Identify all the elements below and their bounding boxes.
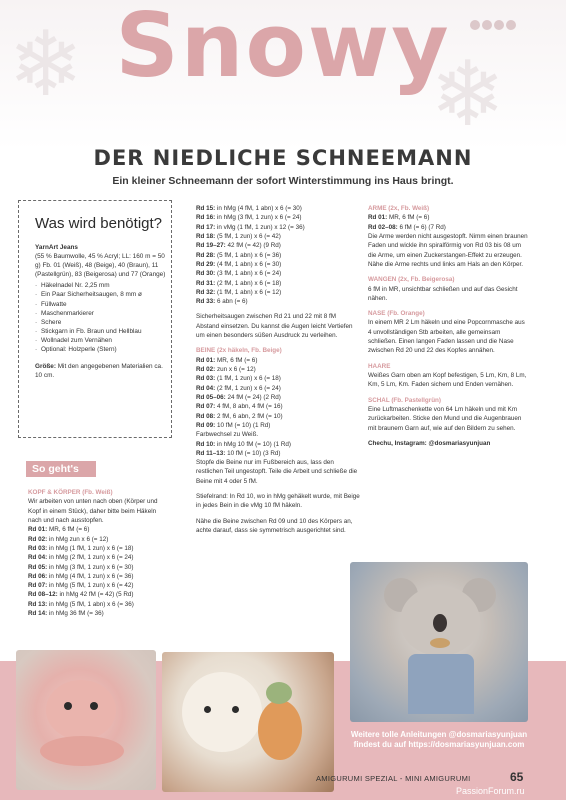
row-text: (5 fM, 1 zun) x 6 (= 42): [215, 232, 281, 240]
row-label: Rd 30:: [196, 270, 216, 278]
instructions-column-2: [196, 204, 360, 535]
row-label: Rd 28:: [196, 251, 216, 259]
row-label: Rd 03:: [196, 375, 216, 383]
row-label: Rd 15:: [196, 205, 216, 212]
row-label: Rd 02:: [28, 535, 48, 543]
list-item: · Schere: [35, 318, 167, 327]
row-label: Rd 16:: [196, 214, 216, 222]
paragraph: 6 fM in MR, unsichtbar schließen und auf das Gesicht nähen.: [368, 285, 518, 302]
row-label: Rd 08–12:: [28, 591, 58, 599]
row-text: 42 fM (= 42) (9 Rd): [225, 242, 281, 250]
section-heading: WANGEN (2x, Fb. Beigerosa): [368, 276, 455, 284]
row-label: Rd 03:: [28, 544, 48, 552]
section-heading: NASE (Fb. Orange): [368, 310, 425, 318]
row-item: [28, 525, 164, 534]
size-label: Größe:: [35, 363, 56, 371]
row-text: 4 fM, 8 abn, 4 fM (= 16): [215, 403, 283, 411]
row-item: [196, 260, 360, 269]
row-item: [196, 449, 360, 458]
row-item: [196, 269, 360, 278]
row-label: Rd 33:: [196, 298, 216, 306]
paragraph: Farbwechsel zu Weiß.: [196, 431, 259, 439]
row-item: [196, 384, 360, 393]
row-text: in vMg (1 fM, 1 zun) x 12 (= 36): [215, 223, 305, 231]
row-item: [196, 204, 360, 213]
row-item: [196, 232, 360, 241]
materials-box: [18, 200, 172, 438]
row-item: [368, 213, 530, 222]
row-label: Rd 01:: [196, 356, 216, 364]
row-label: Rd 14:: [28, 610, 48, 618]
row-text: in hMg 42 fM (= 42) (5 Rd): [57, 591, 134, 599]
row-item: [28, 581, 164, 590]
row-list: [368, 213, 530, 232]
row-item: [28, 590, 164, 599]
lead-text: Ein kleiner Schneemann der sofort Winterstimmung ins Haus bringt.: [112, 175, 454, 187]
paragraph: Die Arme werden nicht ausgestopft. Nimm einen braunen Faden und wickle ihn spiralförmig von Rd 03 bis 08 um die Arme, um einen Zuckerstangen-Effekt zu erzeugen. Nähe die Arme rechts und links am Hals an den Körper.: [368, 232, 528, 268]
row-label: Rd 05:: [28, 563, 48, 571]
row-item: [196, 297, 360, 306]
row-text: in hMg 36 fM (= 36): [47, 610, 104, 618]
paragraph: Weißes Garn oben am Kopf befestigen, 5 Lm, Km, 8 Lm, Km, 5 Lm, Km. Faden sichern und Enden vernähen.: [368, 372, 527, 389]
so-gehts-label: So geht's: [26, 461, 96, 477]
row-text: in hMg (3 fM, 1 zun) x 6 (= 30): [47, 563, 134, 571]
list-item: · Stickgarn in Fb. Braun und Hellblau: [35, 327, 167, 336]
paragraph: In einem MR 2 Lm häkeln und eine Popcornmasche aus 4 unvollständigen Stb arbeiten, alle gemeinsam schließen. Einen langen Faden lassen und die Nase zwischen Rd 20 und 22 des Kopfes annähen.: [368, 319, 525, 355]
row-text: in hMg zun x 6 (= 12): [47, 535, 109, 543]
row-label: Rd 09:: [196, 421, 216, 429]
row-label: Rd 31:: [196, 279, 216, 287]
row-item: [196, 421, 360, 430]
row-text: MR, 6 fM (= 6): [387, 214, 430, 222]
row-text: (3 fM, 1 abn) x 6 (= 24): [215, 270, 282, 278]
page-subtitle: DER NIEDLICHE SCHNEEMANN: [93, 146, 473, 170]
row-text: 6 abn (= 6): [215, 298, 248, 306]
list-item: · Häkelnadel Nr. 2,25 mm: [35, 281, 167, 290]
page-number: 65: [510, 770, 524, 784]
row-text: in hMg 10 fM (= 10) (1 Rd): [215, 440, 292, 448]
row-text: 24 fM (= 24) (2 Rd): [225, 393, 281, 401]
row-label: Rd 01:: [368, 214, 388, 222]
row-text: (1 fM, 1 zun) x 6 (= 18): [215, 375, 281, 383]
list-item: · Optional: Holzperle (Stern): [35, 345, 167, 354]
row-text: in hMg (1 fM, 1 zun) x 6 (= 18): [47, 544, 134, 552]
row-item: [28, 609, 164, 618]
row-label: Rd 02–08:: [368, 223, 398, 231]
row-label: Rd 07:: [196, 403, 216, 411]
row-text: MR, 6 fM (= 6): [47, 526, 90, 534]
footer-text: AMIGURUMI SPEZIAL - MINI AMIGURUMI: [316, 774, 471, 783]
credit-text: Weitere tolle Anleitungen @dosmariasyunjuan findest du auf https://dosmariasyunjuan.com: [350, 730, 528, 750]
row-list: [196, 440, 360, 459]
section-heading: HAARE: [368, 362, 391, 370]
row-item: [28, 600, 164, 609]
list-item: · Wollnadel zum Vernähen: [35, 336, 167, 345]
row-label: Rd 29:: [196, 260, 216, 268]
row-item: [196, 251, 360, 260]
list-item: · Füllwatte: [35, 300, 167, 309]
row-label: Rd 11–13:: [196, 449, 226, 457]
row-text: 6 fM (= 6) (7 Rd): [397, 223, 446, 231]
row-label: Rd 04:: [28, 554, 48, 562]
row-text: (5 fM, 1 abn) x 6 (= 36): [215, 251, 282, 259]
row-list: [196, 356, 360, 431]
row-item: [196, 356, 360, 365]
row-text: in hMg (3 fM, 1 zun) x 6 (= 24): [215, 214, 302, 222]
materials-heading: Was wird benötigt?: [35, 215, 163, 232]
row-label: Rd 04:: [196, 384, 216, 392]
row-text: (4 fM, 1 abn) x 6 (= 30): [215, 260, 282, 268]
size-line: [35, 362, 167, 380]
snowflake-icon: ❄: [8, 12, 84, 117]
row-item: [196, 279, 360, 288]
row-item: [368, 223, 530, 232]
row-item: [196, 412, 360, 421]
row-label: Rd 02:: [196, 366, 216, 373]
list-item: · Ein Paar Sicherheitsaugen, 8 mm ø: [35, 290, 167, 299]
row-label: Rd 17:: [196, 223, 216, 231]
row-item: [196, 223, 360, 232]
snowflake-icon: ❄: [430, 42, 506, 147]
row-item: [28, 535, 164, 544]
koala-photo: [350, 562, 528, 722]
row-list: [196, 204, 360, 306]
row-text: MR, 6 fM (= 6): [215, 356, 258, 364]
row-label: Rd 08:: [196, 412, 216, 420]
materials-body: [35, 243, 167, 380]
octopus-photo: [16, 650, 156, 790]
paragraph: Nähe die Beine zwischen Rd 09 und 10 des Körpers an, achte darauf, dass sie symmetrisch ausgerichtet sind.: [196, 517, 353, 534]
row-item: [196, 393, 360, 402]
row-item: [196, 374, 360, 383]
row-text: in hMg (4 fM, 1 abn) x 6 (= 30): [215, 205, 302, 212]
row-label: Rd 18:: [196, 232, 216, 240]
row-label: Rd 32:: [196, 288, 216, 296]
row-label: Rd 19–27:: [196, 242, 226, 250]
page-title: Snowy: [115, 0, 451, 97]
row-item: [28, 563, 164, 572]
row-text: in hMg (4 fM, 1 zun) x 6 (= 36): [47, 572, 134, 580]
yarn-title: YarnArt Jeans: [35, 244, 78, 251]
row-item: [196, 213, 360, 222]
row-item: [28, 553, 164, 562]
row-text: 10 fM (= 10) (3 Rd): [225, 449, 281, 457]
section-heading: BEINE (2x häkeln, Fb. Beige): [196, 347, 282, 355]
section-heading: SCHAL (Fb. Pastellgrün): [368, 396, 442, 404]
section-heading: ARME (2x, Fb. Weiß): [368, 205, 430, 212]
yarn-detail: (55 % Baumwolle, 45 % Acryl; LL: 160 m = 50 g) Fb. 01 (Weiß), 48 (Beige), 40 (Braun), 11 (Pastellgrün), 83 (Beigerosa) und 77 (Orange): [35, 253, 166, 279]
row-text: 10 fM (= 10) (1 Rd): [215, 421, 271, 429]
row-text: 2 fM, 6 abn, 2 fM (= 10): [215, 412, 283, 420]
materials-list: [35, 281, 167, 354]
section-heading: KOPF & KÖRPER (Fb. Weiß): [28, 489, 113, 496]
row-text: (2 fM, 1 abn) x 6 (= 18): [215, 279, 282, 287]
row-text: (1 fM, 1 abn) x 6 (= 12): [215, 288, 282, 296]
row-item: [196, 288, 360, 297]
row-item: [196, 402, 360, 411]
row-text: in hMg (5 fM, 1 abn) x 6 (= 36): [47, 600, 134, 608]
row-item: [196, 241, 360, 250]
row-label: Rd 10:: [196, 440, 216, 448]
row-label: Rd 01:: [28, 526, 48, 534]
signature: Chechu, Instagram: @dosmariasyunjuan: [368, 439, 491, 447]
watermark: PassionForum.ru: [456, 786, 525, 796]
row-list: [28, 525, 164, 618]
paragraph: Wir arbeiten von unten nach oben (Körper und Kopf in einem Stück), daher bitte beim Häkeln nach und nach ausstopfen.: [28, 498, 158, 524]
row-label: Rd 13:: [28, 600, 48, 608]
row-item: [196, 365, 360, 374]
row-item: [28, 544, 164, 553]
row-text: in hMg (5 fM, 1 zun) x 6 (= 42): [47, 582, 134, 590]
size-value: Mit den angegebenen Materialien ca. 10 cm.: [35, 363, 163, 380]
row-text: (2 fM, 1 zun) x 6 (= 24): [215, 384, 281, 392]
instructions-column-3: [368, 204, 530, 448]
paragraph: Stopfe die Beine nur im Fußbereich aus, lass den restlichen Teil ungestopft. Teile die Arbeit und schließe die Beine mit 4 oder 5 fM.: [196, 459, 358, 485]
instructions-column-1: [28, 488, 164, 618]
list-item: · Maschenmarkierer: [35, 309, 167, 318]
row-label: Rd 05–06:: [196, 393, 226, 401]
paragraph: Eine Luftmaschenkette von 64 Lm häkeln und mit Km zurückarbeiten. Sticke den Mund und die Augenbrauen mit braunem Garn auf, wie auf den Bildern zu sehen.: [368, 405, 522, 432]
row-item: [196, 440, 360, 449]
row-label: Rd 07:: [28, 582, 48, 590]
bunny-photo: [162, 652, 334, 792]
row-label: Rd 06:: [28, 572, 48, 580]
paragraph: Stiefelrand: In Rd 10, wo in hMg gehäkelt wurde, mit Beige in jedes Bein in die vMg 10 fM häkeln.: [196, 493, 360, 510]
row-text: in hMg (2 fM, 1 zun) x 6 (= 24): [47, 554, 134, 562]
row-text: zun x 6 (= 12): [215, 366, 256, 373]
row-item: [28, 572, 164, 581]
paragraph: Sicherheitsaugen zwischen Rd 21 und 22 mit 8 fM Abstand einsetzen. Du kannst die Augen leicht Vertiefen um einen besonders süßen Ausdruck zu verleihen.: [196, 313, 353, 340]
